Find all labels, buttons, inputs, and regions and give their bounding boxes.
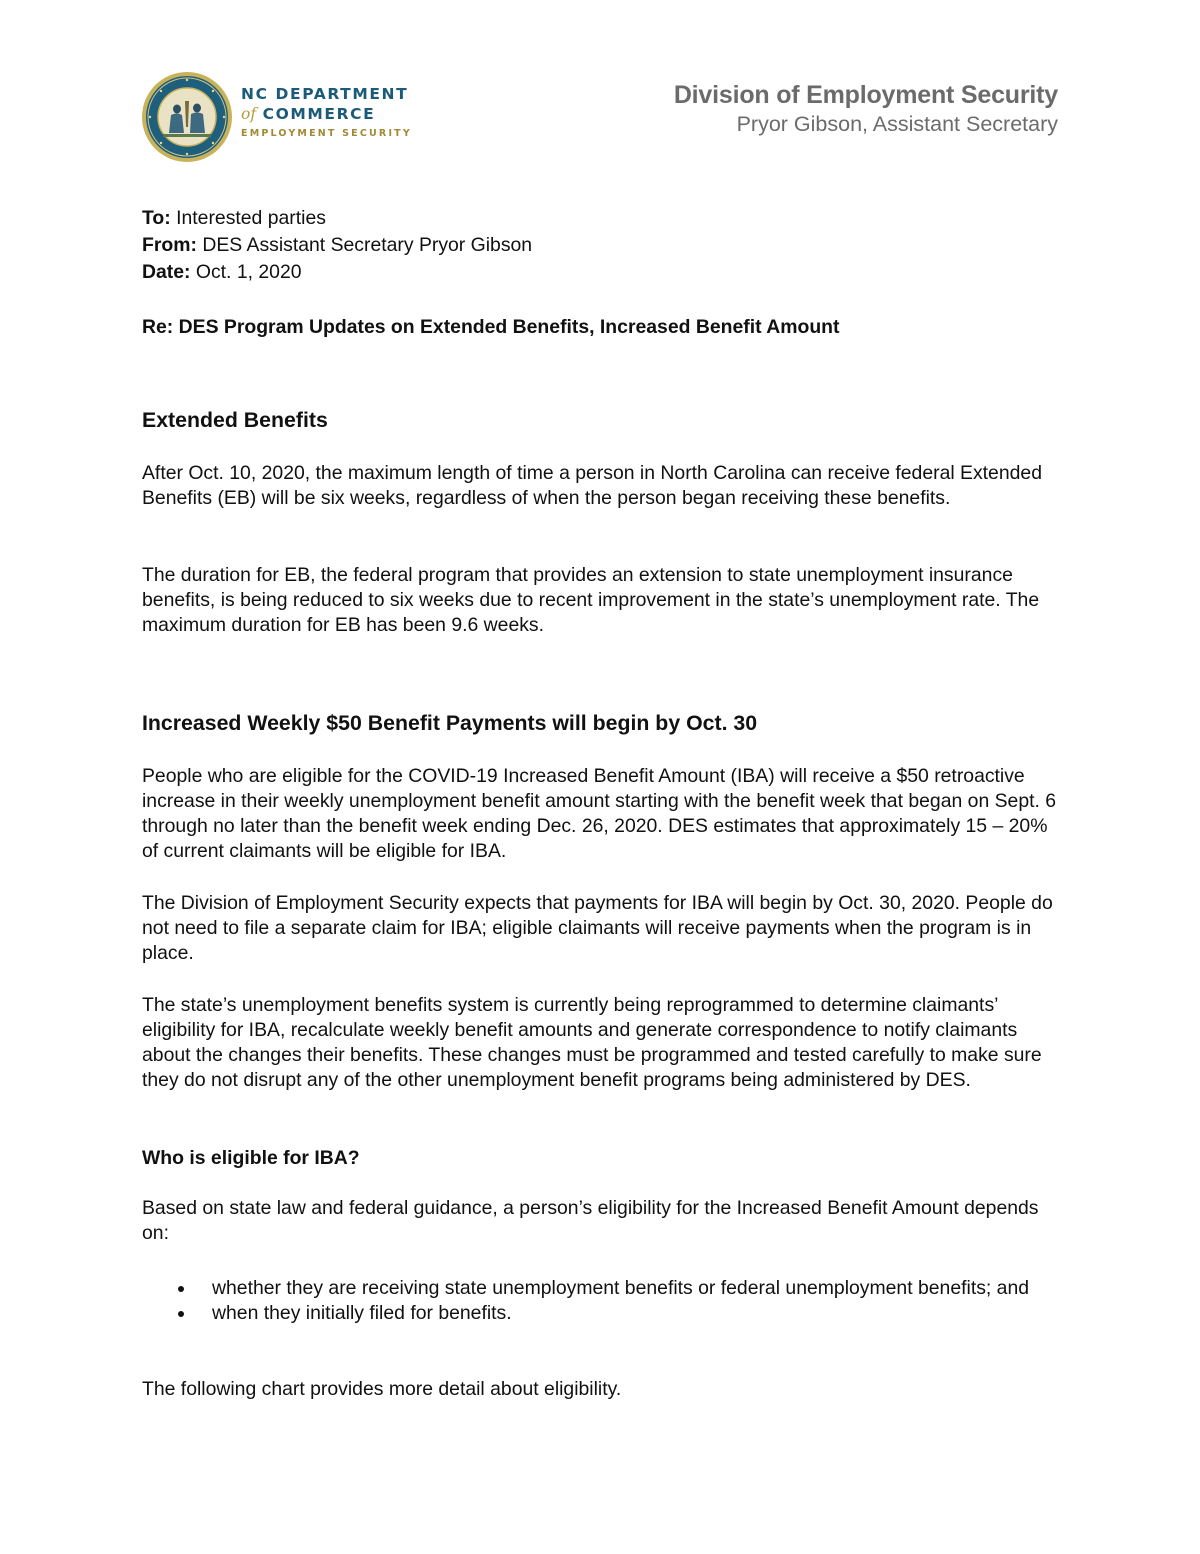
logo-commerce-word: COMMERCE: [262, 105, 376, 123]
memo-from-value: DES Assistant Secretary Pryor Gibson: [202, 234, 533, 256]
memo-from-line: [142, 232, 532, 258]
heading-increased-weekly-payments: Increased Weekly $50 Benefit Payments will begin by Oct. 30: [142, 711, 758, 735]
memo-subject-line: Re: DES Program Updates on Extended Benefits, Increased Benefit Amount: [142, 316, 840, 338]
paragraph-system-reprogramming: The state’s unemployment benefits system is currently being reprogrammed to determine claimants’ eligibility for IBA, recalculate weekly benefit amounts and generate correspondence to notify claimants about the changes their benefits. These changes must be programmed and tested carefully to make sure they do not disrupt any of the other unemployment benefit programs being administered by DES.: [142, 994, 1042, 1091]
heading-who-is-eligible: Who is eligible for IBA?: [142, 1147, 360, 1169]
memo-date-label: Date:: [142, 261, 191, 283]
list-item-text: whether they are receiving state unemployment benefits or federal unemployment benefits; and: [212, 1277, 1030, 1299]
memo-date-line: [142, 259, 302, 285]
memo-to-label: To:: [142, 207, 171, 229]
memo-from-label: From:: [142, 234, 197, 256]
header-division-block: [674, 80, 1058, 138]
nc-commerce-logo-text: [241, 84, 441, 141]
heading-extended-benefits: Extended Benefits: [142, 408, 328, 432]
paragraph-eb-duration: The duration for EB, the federal program that provides an extension to state unemployment insurance benefits, is being reduced to six weeks due to recent improvement in the state’s unemployment rate. The maximum duration for EB has been 9.6 weeks.: [142, 564, 1040, 636]
logo-of-word: of: [241, 105, 257, 123]
memo-to-line: [142, 205, 326, 231]
bullet-dot: [178, 1311, 184, 1317]
nc-state-seal-logo: [141, 71, 233, 163]
paragraph-eligibility-depends: Based on state law and federal guidance, a person’s eligibility for the Increased Benefit Amount depends on:: [142, 1197, 1039, 1244]
assistant-secretary-name: Pryor Gibson, Assistant Secretary: [736, 112, 1058, 136]
bullet-dot: [178, 1286, 184, 1292]
eligibility-criteria-list: [142, 1276, 1062, 1326]
paragraph-iba-eligibility-increase: People who are eligible for the COVID-19 Increased Benefit Amount (IBA) will receive a $50 retroactive increase in their weekly unemployment benefit amount starting with the benefit week that began on Sept. 6 through no later than the benefit week ending Dec. 26, 2020. DES estimates that approximately 15 – 20% of current claimants will be eligible for IBA.: [142, 765, 1057, 862]
logo-line-department: NC DEPARTMENT: [241, 85, 409, 103]
memo-to-value: Interested parties: [176, 207, 326, 229]
list-item: [142, 1301, 1062, 1326]
list-item-text: when they initially filed for benefits.: [212, 1302, 512, 1324]
paragraph-iba-payment-start: The Division of Employment Security expects that payments for IBA will begin by Oct. 30, 2020. People do not need to file a separate claim for IBA; eligible claimants will receive payments when the program is in place.: [142, 892, 1053, 964]
paragraph-chart-intro: The following chart provides more detail about eligibility.: [142, 1378, 622, 1400]
division-name: Division of Employment Security: [673, 81, 1058, 109]
memo-date-value: Oct. 1, 2020: [195, 261, 302, 283]
logo-line-employment-security: EMPLOYMENT SECURITY: [241, 128, 412, 139]
logo-line-commerce: [241, 104, 441, 125]
paragraph-eb-max-length: After Oct. 10, 2020, the maximum length of time a person in North Carolina can receive federal Extended Benefits (EB) will be six weeks, regardless of when the person began receiving these benefits.: [142, 462, 1042, 509]
list-item: [142, 1276, 1062, 1301]
